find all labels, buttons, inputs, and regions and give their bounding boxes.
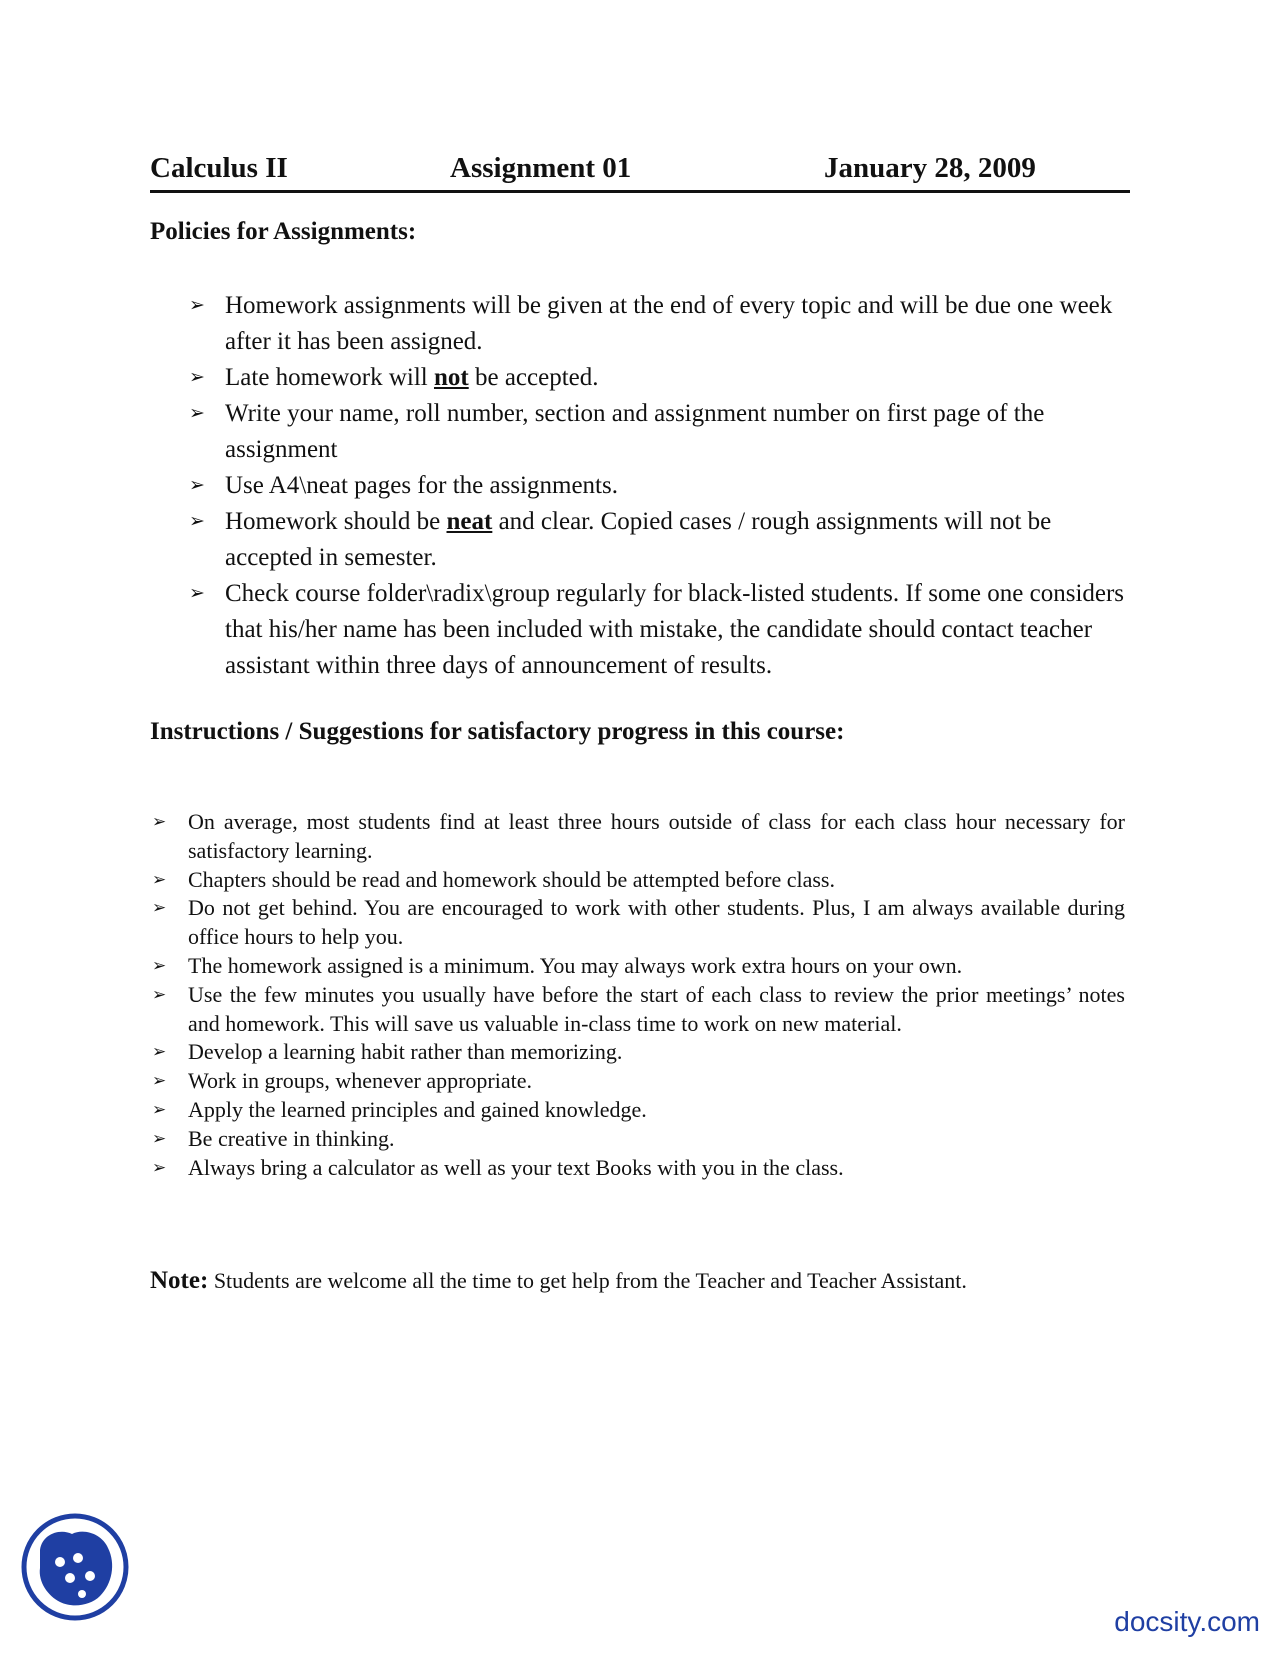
list-item — [152, 808, 1125, 866]
list-item — [152, 1096, 1125, 1125]
course-title: Calculus II — [150, 152, 288, 184]
list-item — [152, 866, 1125, 895]
arrow-bullet-icon: ➢ — [189, 475, 205, 496]
policy-text: Late homework will — [225, 364, 434, 391]
document-header — [150, 148, 1130, 193]
arrow-bullet-icon: ➢ — [152, 984, 167, 1004]
docsity-logo-icon — [20, 1512, 130, 1622]
policy-emphasis: not — [433, 364, 469, 391]
list-item — [152, 952, 1125, 981]
note-paragraph — [150, 1267, 967, 1295]
instruction-text: Chapters should be read and homework should be attempted before class. — [188, 866, 835, 892]
instruction-text: Develop a learning habit rather than memorizing. — [188, 1039, 623, 1065]
instruction-text: Always bring a calculator as well as your text Books with you in the class. — [188, 1154, 844, 1180]
policy-text: Use A4\neat pages for the assignments. — [225, 472, 618, 499]
policies-heading: Policies for Assignments: — [150, 218, 417, 245]
arrow-bullet-icon: ➢ — [189, 583, 205, 604]
list-item — [152, 1038, 1125, 1067]
arrow-bullet-icon: ➢ — [189, 511, 205, 532]
list-item — [189, 468, 1125, 504]
arrow-bullet-icon: ➢ — [152, 1128, 167, 1148]
docsity-watermark[interactable]: docsity.com — [1114, 1606, 1260, 1637]
arrow-bullet-icon: ➢ — [189, 367, 205, 388]
list-item — [152, 1154, 1125, 1183]
policy-text: and clear. Copied cases / rough assignments will not be accepted in semester. — [225, 508, 1052, 571]
assignment-number: Assignment 01 — [450, 152, 632, 184]
list-item — [189, 576, 1125, 684]
arrow-bullet-icon: ➢ — [152, 955, 167, 975]
list-item — [189, 504, 1125, 576]
policy-text: Homework should be — [225, 508, 447, 535]
instruction-text: On average, most students find at least three hours outside of class for each class hour necessary for satisfactory learning. — [188, 809, 1125, 863]
arrow-bullet-icon: ➢ — [189, 403, 205, 424]
policy-text: Check course folder\radix\group regularly for black-listed students. If some one considers that his/her name has been included with mistake, the candidate should contact teacher assistant within three days of announcement of results. — [225, 580, 1125, 679]
instruction-text: Do not get behind. You are encouraged to work with other students. Plus, I am always available during office hours to help you. — [188, 895, 1125, 950]
list-item — [152, 981, 1125, 1039]
list-item — [152, 1067, 1125, 1096]
arrow-bullet-icon: ➢ — [152, 1042, 167, 1062]
arrow-bullet-icon: ➢ — [152, 869, 167, 889]
instruction-text: Use the few minutes you usually have before the start of each class to review the prior meetings’ notes and homework. This will save us valuable in-class time to work on new material. — [188, 981, 1125, 1036]
assignment-date: January 28, 2009 — [824, 152, 1036, 184]
policy-text: Write your name, roll number, section and assignment number on first page of the assignment — [225, 400, 1045, 463]
policy-emphasis: neat — [446, 508, 493, 535]
arrow-bullet-icon: ➢ — [152, 898, 167, 918]
instruction-text: Apply the learned principles and gained knowledge. — [188, 1096, 647, 1122]
list-item — [152, 1125, 1125, 1154]
list-item — [189, 288, 1125, 360]
arrow-bullet-icon: ➢ — [152, 812, 167, 831]
policy-text: be accepted. — [468, 364, 599, 391]
list-item — [152, 894, 1125, 952]
note-label: Note: — [150, 1267, 209, 1294]
arrow-bullet-icon: ➢ — [152, 1071, 167, 1091]
policies-list — [189, 288, 1125, 684]
list-item — [189, 360, 1125, 396]
instruction-text: Be creative in thinking. — [188, 1125, 395, 1151]
policy-text: Homework assignments will be given at the end of every topic and will be due one week after it has been assigned. — [225, 292, 1113, 355]
instructions-heading: Instructions / Suggestions for satisfactory progress in this course: — [150, 718, 845, 745]
instruction-text: The homework assigned is a minimum. You may always work extra hours on your own. — [188, 952, 963, 978]
instructions-list — [152, 808, 1125, 1182]
note-text: Students are welcome all the time to get help from the Teacher and Teacher Assistant. — [208, 1268, 967, 1293]
instruction-text: Work in groups, whenever appropriate. — [188, 1068, 533, 1094]
arrow-bullet-icon: ➢ — [152, 1099, 167, 1119]
arrow-bullet-icon: ➢ — [152, 1157, 167, 1177]
list-item — [189, 396, 1125, 468]
arrow-bullet-icon: ➢ — [189, 295, 205, 316]
